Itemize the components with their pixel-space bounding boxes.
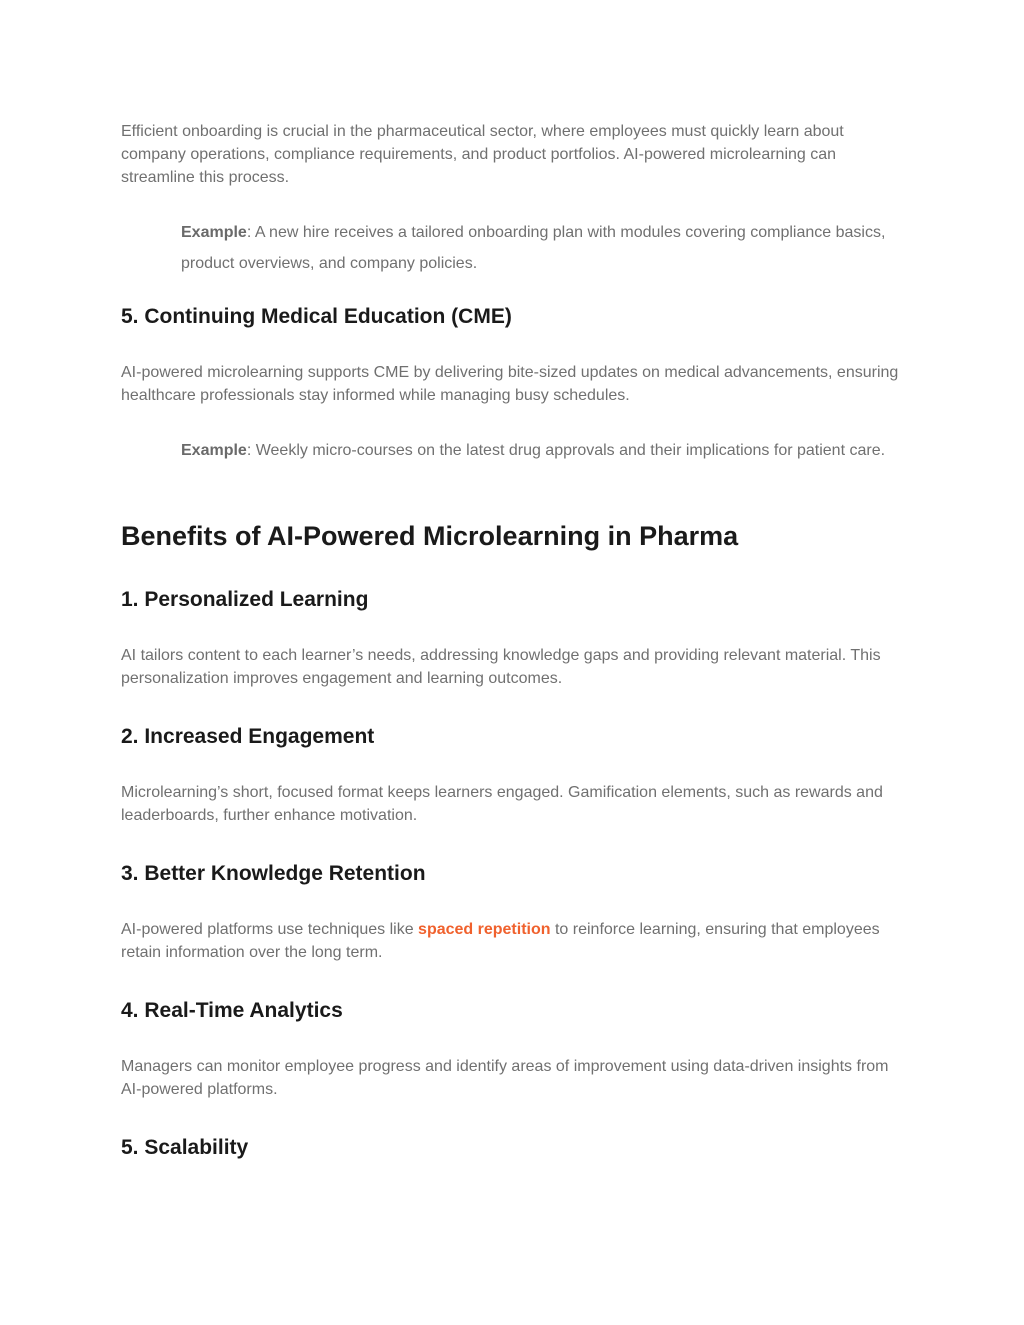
benefit-paragraph-retention [121, 918, 911, 964]
benefits-heading: Benefits of AI-Powered Microlearning in Pharma [121, 521, 739, 551]
example-label: Example [181, 224, 247, 241]
benefit-paragraph-analytics: Managers can monitor employee progress and identify areas of improvement using data-driven insights from AI-powered platforms. [121, 1058, 889, 1098]
benefit-paragraph-personalized: AI tailors content to each learner’s needs, addressing knowledge gaps and providing relevant material. This personalization improves engagement and learning outcomes. [121, 647, 881, 687]
benefit-heading-analytics: 4. Real-Time Analytics [121, 999, 343, 1022]
onboarding-example [181, 217, 911, 279]
example-text: : Weekly micro-courses on the latest drug approvals and their implications for patient care. [246, 442, 886, 459]
benefit-heading-scalability: 5. Scalability [121, 1136, 249, 1159]
example-label: Example [181, 442, 247, 459]
spaced-repetition-link[interactable]: spaced repetition [418, 921, 551, 938]
cme-example [181, 435, 911, 466]
benefit-heading-personalized: 1. Personalized Learning [121, 588, 369, 611]
retention-text-after: to reinforce learning, ensuring that employees retain information over the long term. [121, 921, 880, 961]
onboarding-paragraph: Efficient onboarding is crucial in the pharmaceutical sector, where employees must quickly learn about company operations, compliance requirements, and product portfolios. AI-powered microlearning can streamline this process. [121, 123, 844, 186]
benefit-heading-retention: 3. Better Knowledge Retention [121, 862, 426, 885]
benefit-paragraph-engagement: Microlearning’s short, focused format keeps learners engaged. Gamification elements, such as rewards and leaderboards, further enhance motivation. [121, 784, 883, 824]
cme-heading: 5. Continuing Medical Education (CME) [121, 305, 512, 328]
example-text: : A new hire receives a tailored onboarding plan with modules covering compliance basics, product overviews, and company policies. [181, 224, 886, 272]
cme-paragraph: AI-powered microlearning supports CME by delivering bite-sized updates on medical advancements, ensuring healthcare professionals stay informed while managing busy schedules. [121, 364, 899, 404]
benefit-heading-engagement: 2. Increased Engagement [121, 725, 375, 748]
retention-text-before: AI-powered platforms use techniques like [121, 921, 419, 938]
